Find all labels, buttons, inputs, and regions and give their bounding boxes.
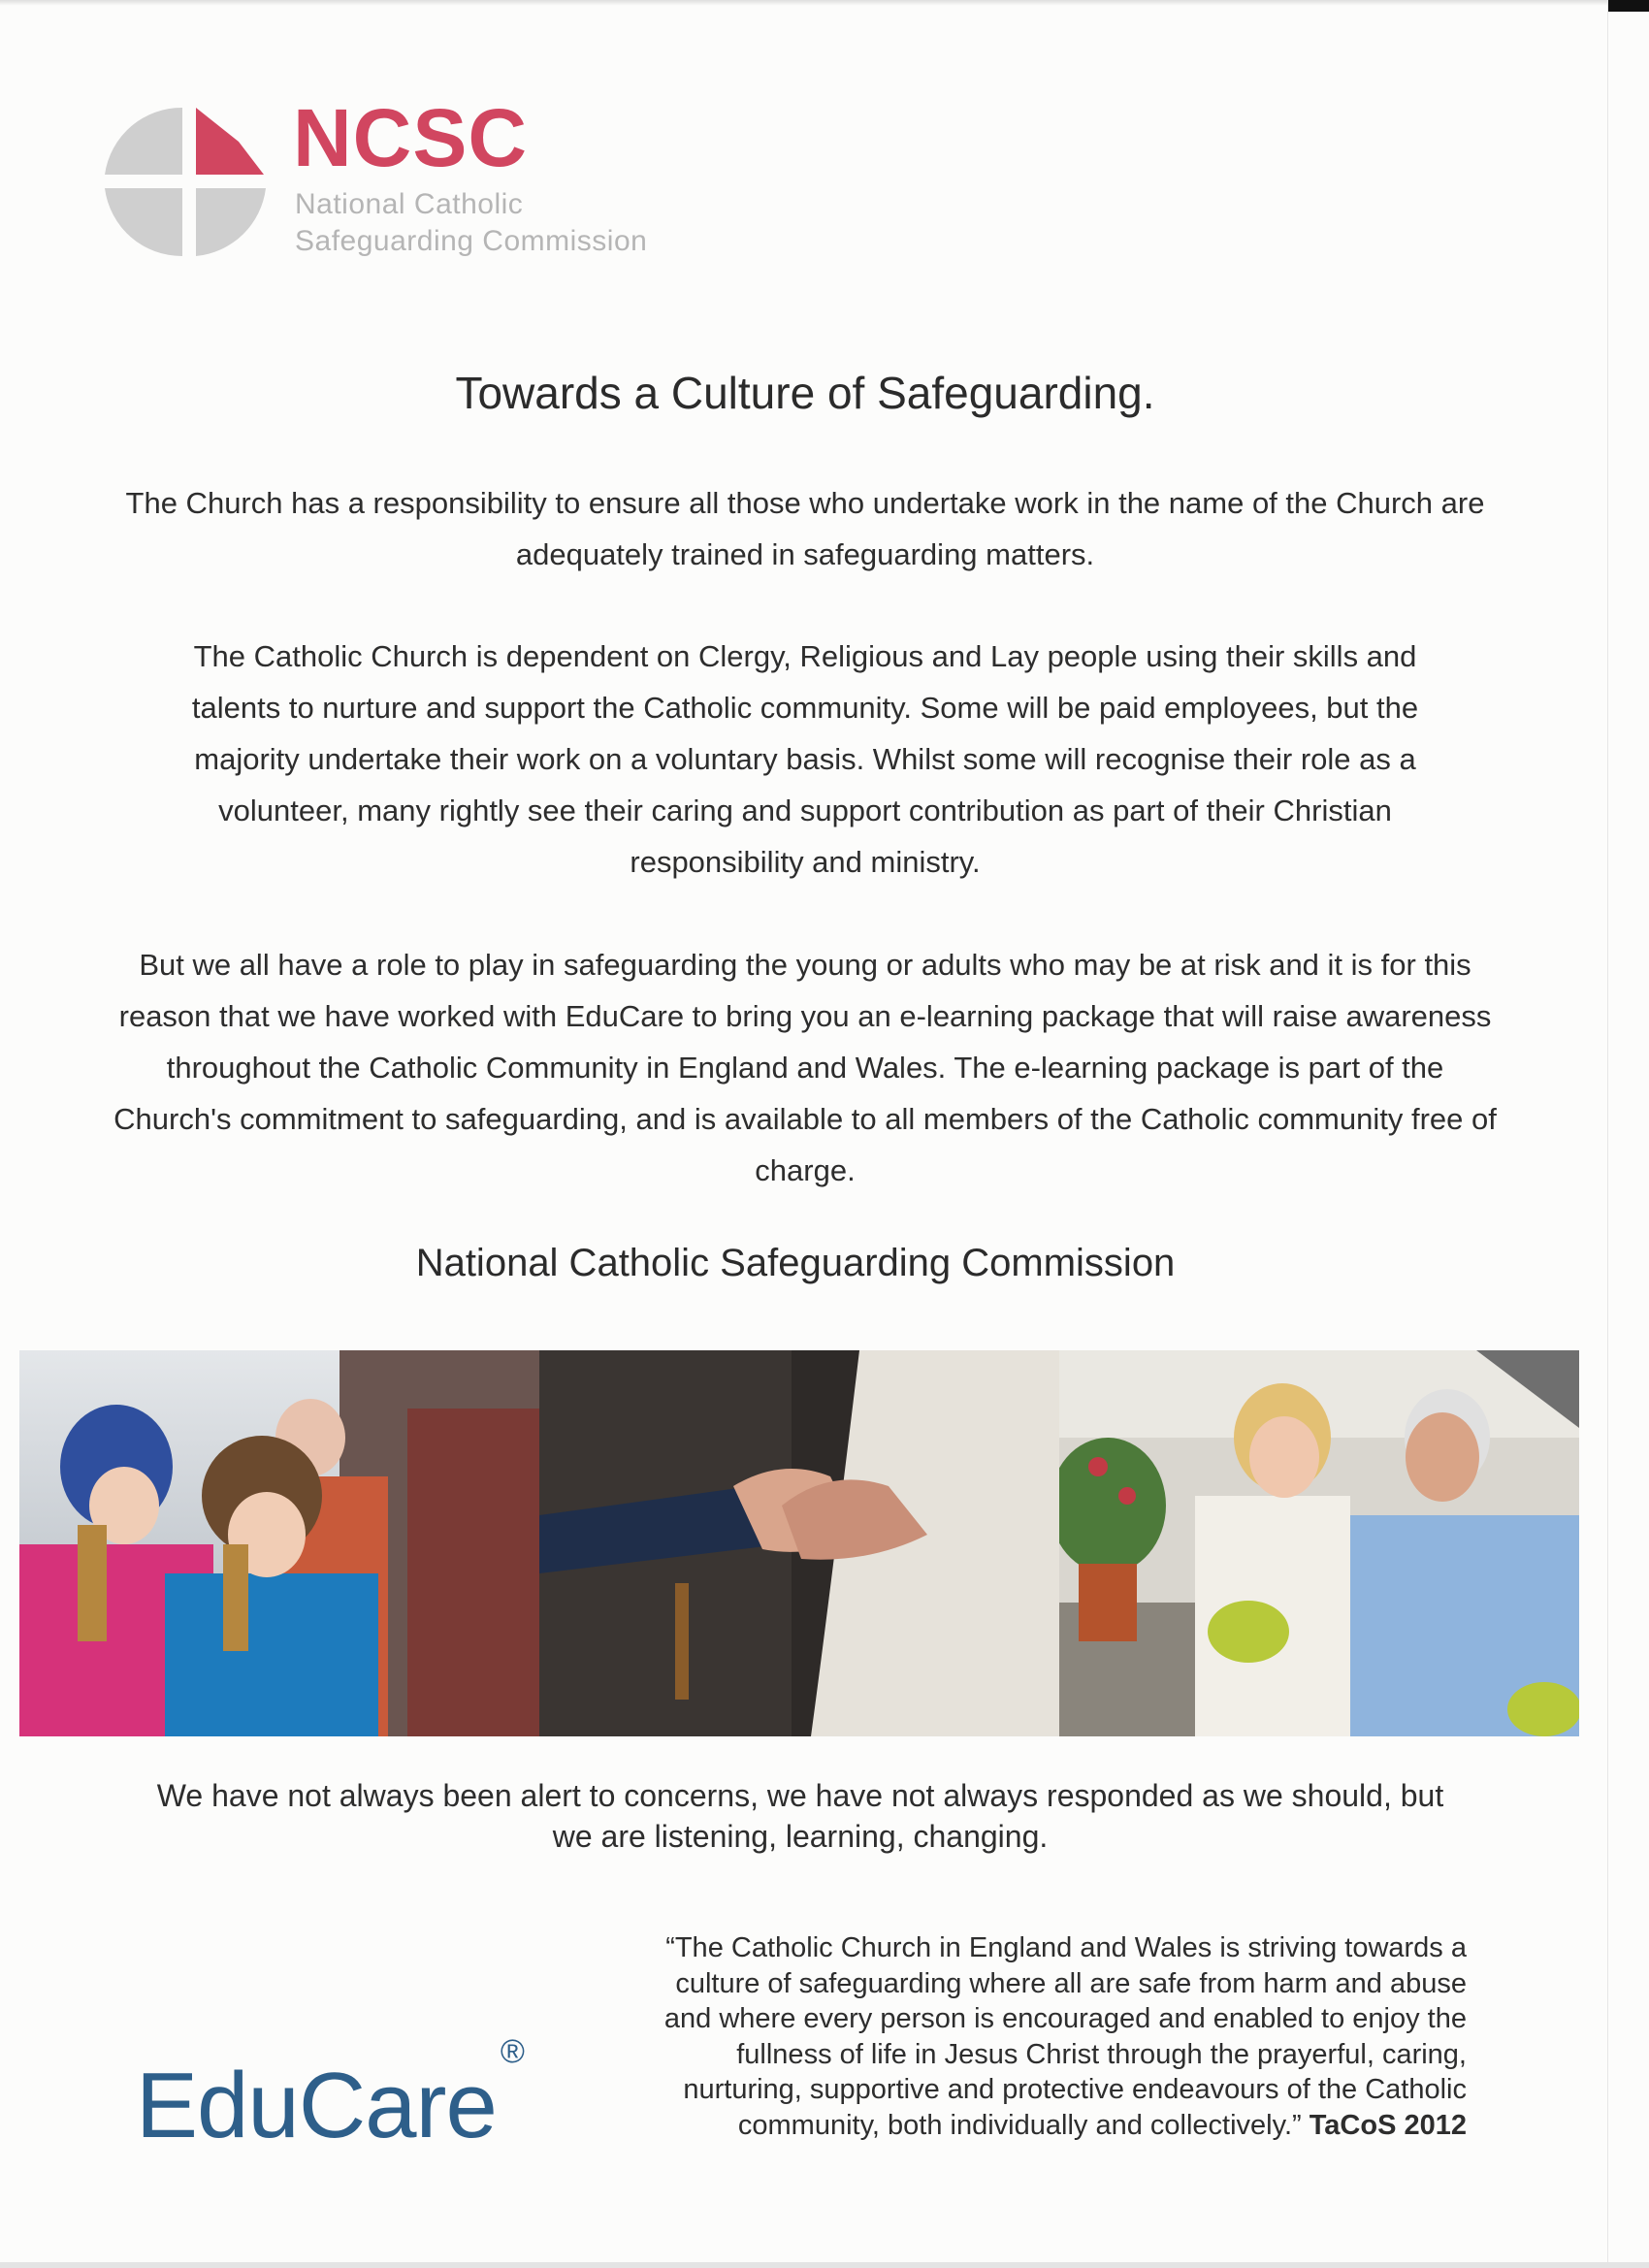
page-title: Towards a Culture of Safeguarding. (455, 368, 1155, 418)
educare-logo (136, 2033, 524, 2159)
scan-edge-top (0, 0, 1610, 6)
scan-edge-bottom (0, 2262, 1649, 2268)
scan-mark (1608, 0, 1649, 12)
ncsc-cross-icon (103, 105, 270, 260)
scan-edge-right (1607, 0, 1649, 2268)
photo-children (19, 1350, 539, 1736)
photo-couple-cafe (1059, 1350, 1579, 1736)
logo-name-line1: National Catholic (295, 188, 524, 220)
tacos-quote (630, 1930, 1467, 2143)
paragraph-responsibility: The Church has a responsibility to ensure all those who undertake work in the name of the Church are adequately trained in safeguarding matters. (125, 486, 1485, 571)
photo-strip (19, 1350, 1579, 1736)
photo-handshake (539, 1350, 1059, 1736)
listening-statement: We have not always been alert to concerns, we have not always responded as we should, but we are listening, learning, changing. (156, 1778, 1444, 1854)
commission-signature: National Catholic Safeguarding Commission (415, 1242, 1176, 1284)
logo-name-line2: Safeguarding Commission (295, 225, 648, 257)
logo-abbreviation: NCSC (293, 92, 529, 183)
paragraph-role: But we all have a role to play in safeguarding the young or adults who may be at risk and it is for this reason that we have worked with EduCare to bring you an e-learning package that will raise awareness throughout the Catholic Community in England and Wales. The e-learning package is part of the Church's commitment to safeguarding, and is available to all members of the Catholic community free of charge. (113, 948, 1497, 1187)
quote-citation: TaCoS 2012 (1309, 2109, 1467, 2141)
ncsc-logo (103, 92, 685, 270)
quote-text: “The Catholic Church in England and Wales is striving towards a culture of safeguarding where all are safe from harm and abuse and where every person is encouraged and enabled to enjoy the fullness of life in Jesus Christ through the prayerful, caring, nurturing, supportive and protective endeavours of the Catholic community, both individually and collectively.” (663, 1932, 1467, 2141)
educare-brand: EduCare (136, 2054, 497, 2157)
paragraph-dependence: The Catholic Church is dependent on Clergy, Religious and Lay people using their skills and talents to nurture and support the Catholic community. Some will be paid employees, but the majority undertake their work on a voluntary basis. Whilst some will recognise their role as a volunteer, many rightly see their caring and support contribution as part of their Christian responsibility and ministry. (191, 639, 1419, 879)
registered-mark: ® (500, 2033, 524, 2070)
